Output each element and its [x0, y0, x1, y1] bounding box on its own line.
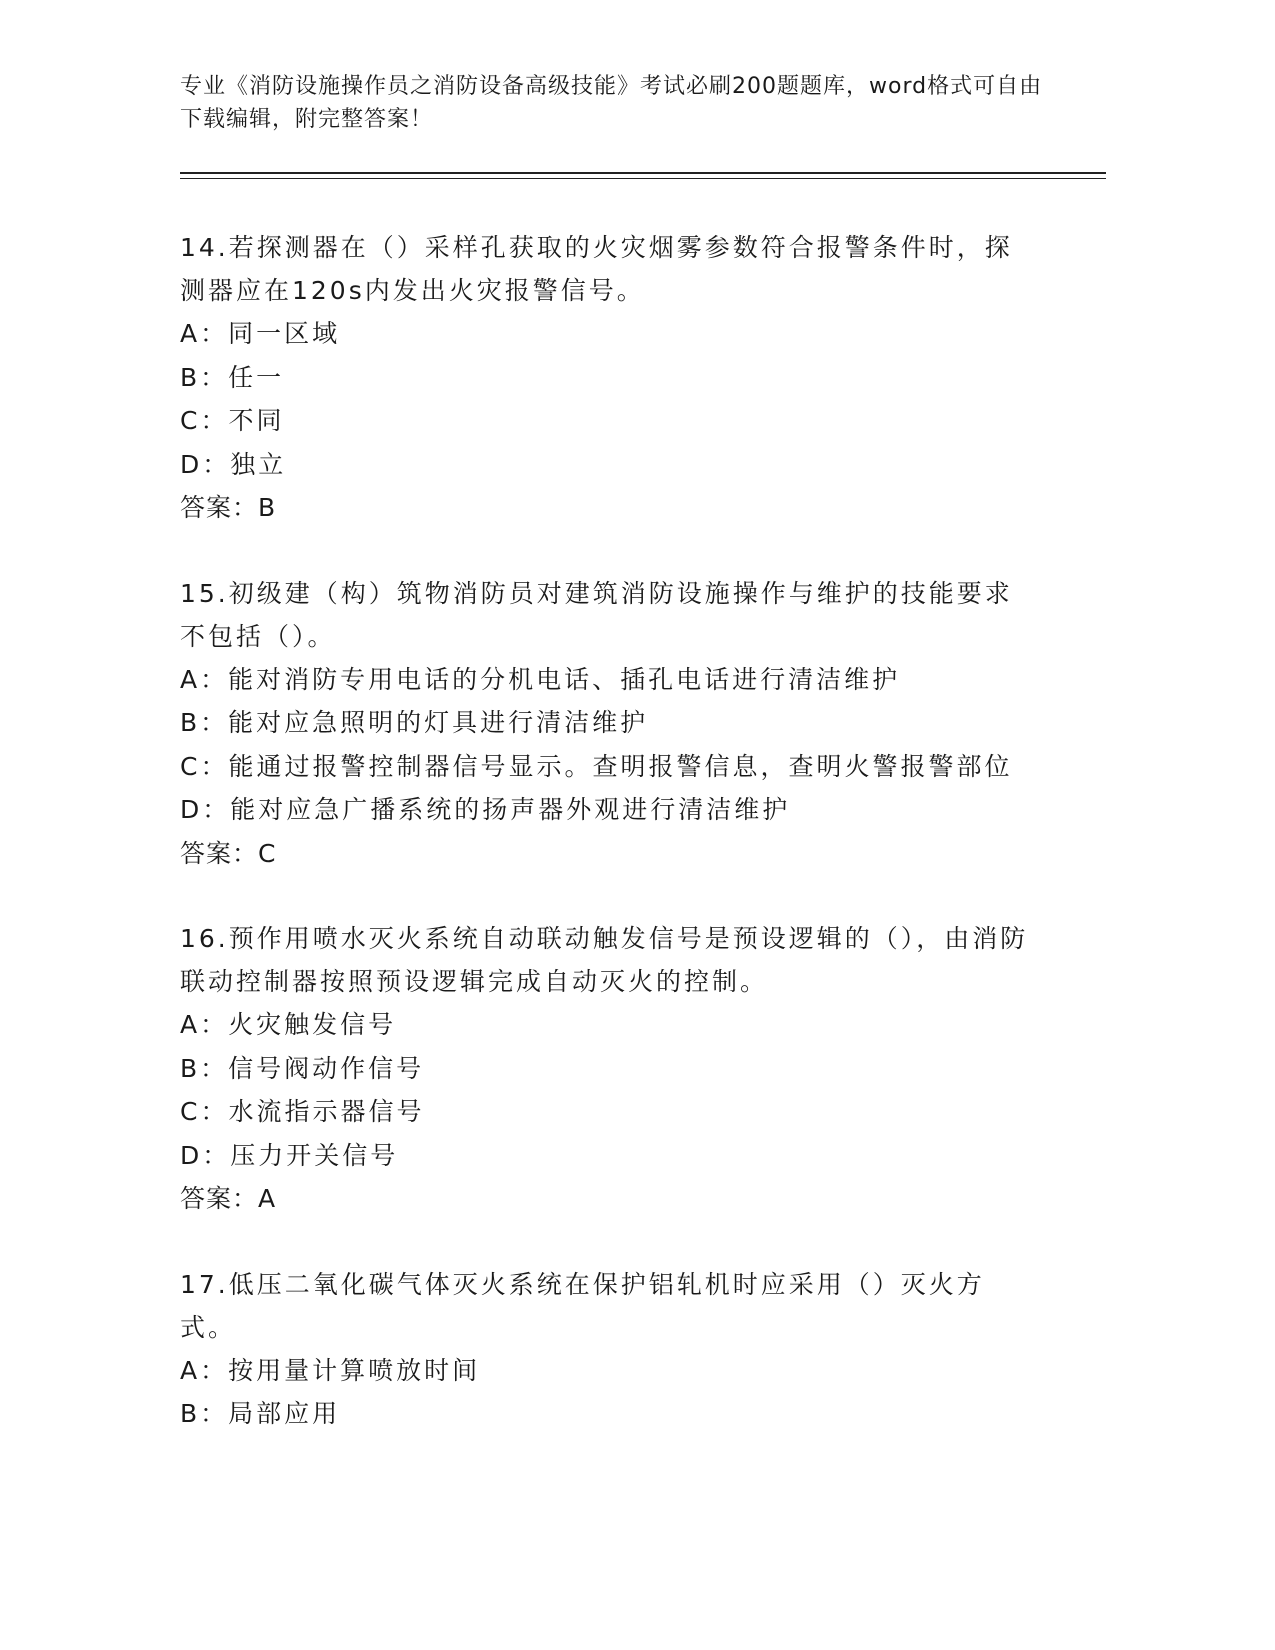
option-d: D：独立	[180, 449, 287, 479]
answer: 答案：A	[180, 1184, 277, 1213]
option-c: C：水流指示器信号	[180, 1097, 425, 1126]
document-header: 专业《消防设施操作员之消防设备高级技能》考试必刷200题题库，word格式可自由下载编辑，附完整答案！	[180, 74, 1043, 132]
question-list	[180, 226, 1040, 1478]
question-15	[180, 572, 1040, 876]
answer: 答案：B	[180, 493, 277, 522]
option-b: B：局部应用	[180, 1399, 341, 1428]
option-a: A：同一区域	[180, 319, 341, 348]
question-text: 16.预作用喷水灭火系统自动联动触发信号是预设逻辑的（），由消防联动控制器按照预设逻辑完成自动灭火的控制。	[180, 924, 1029, 996]
question-text: 14.若探测器在（）采样孔获取的火灾烟雾参数符合报警条件时，探测器应在120s内发出火灾报警信号。	[180, 233, 1013, 305]
option-c: C：不同	[180, 406, 285, 435]
option-d: D：能对应急广播系统的扬声器外观进行清洁维护	[180, 795, 791, 824]
option-a: A：按用量计算喷放时间	[180, 1355, 481, 1385]
question-text: 15.初级建（构）筑物消防员对建筑消防设施操作与维护的技能要求不包括（）。	[180, 578, 1013, 651]
question-17	[180, 1263, 1040, 1436]
option-b: B：任一	[180, 362, 285, 392]
answer: 答案：C	[180, 838, 277, 868]
question-16	[180, 917, 1040, 1221]
header-rule-thin	[180, 178, 1106, 179]
header-rule-thick	[180, 172, 1106, 174]
option-c: C：能通过报警控制器信号显示。查明报警信息，查明火警报警部位	[180, 751, 1013, 781]
question-14	[180, 226, 1040, 530]
option-b: B：信号阀动作信号	[180, 1053, 425, 1083]
question-text: 17.低压二氧化碳气体灭火系统在保护铝轧机时应采用（）灭火方式。	[180, 1269, 985, 1342]
option-d: D：压力开关信号	[180, 1140, 399, 1170]
option-b: B：能对应急照明的灯具进行清洁维护	[180, 708, 649, 737]
option-a: A：火灾触发信号	[180, 1010, 397, 1039]
option-a: A：能对消防专用电话的分机电话、插孔电话进行清洁维护	[180, 664, 901, 694]
